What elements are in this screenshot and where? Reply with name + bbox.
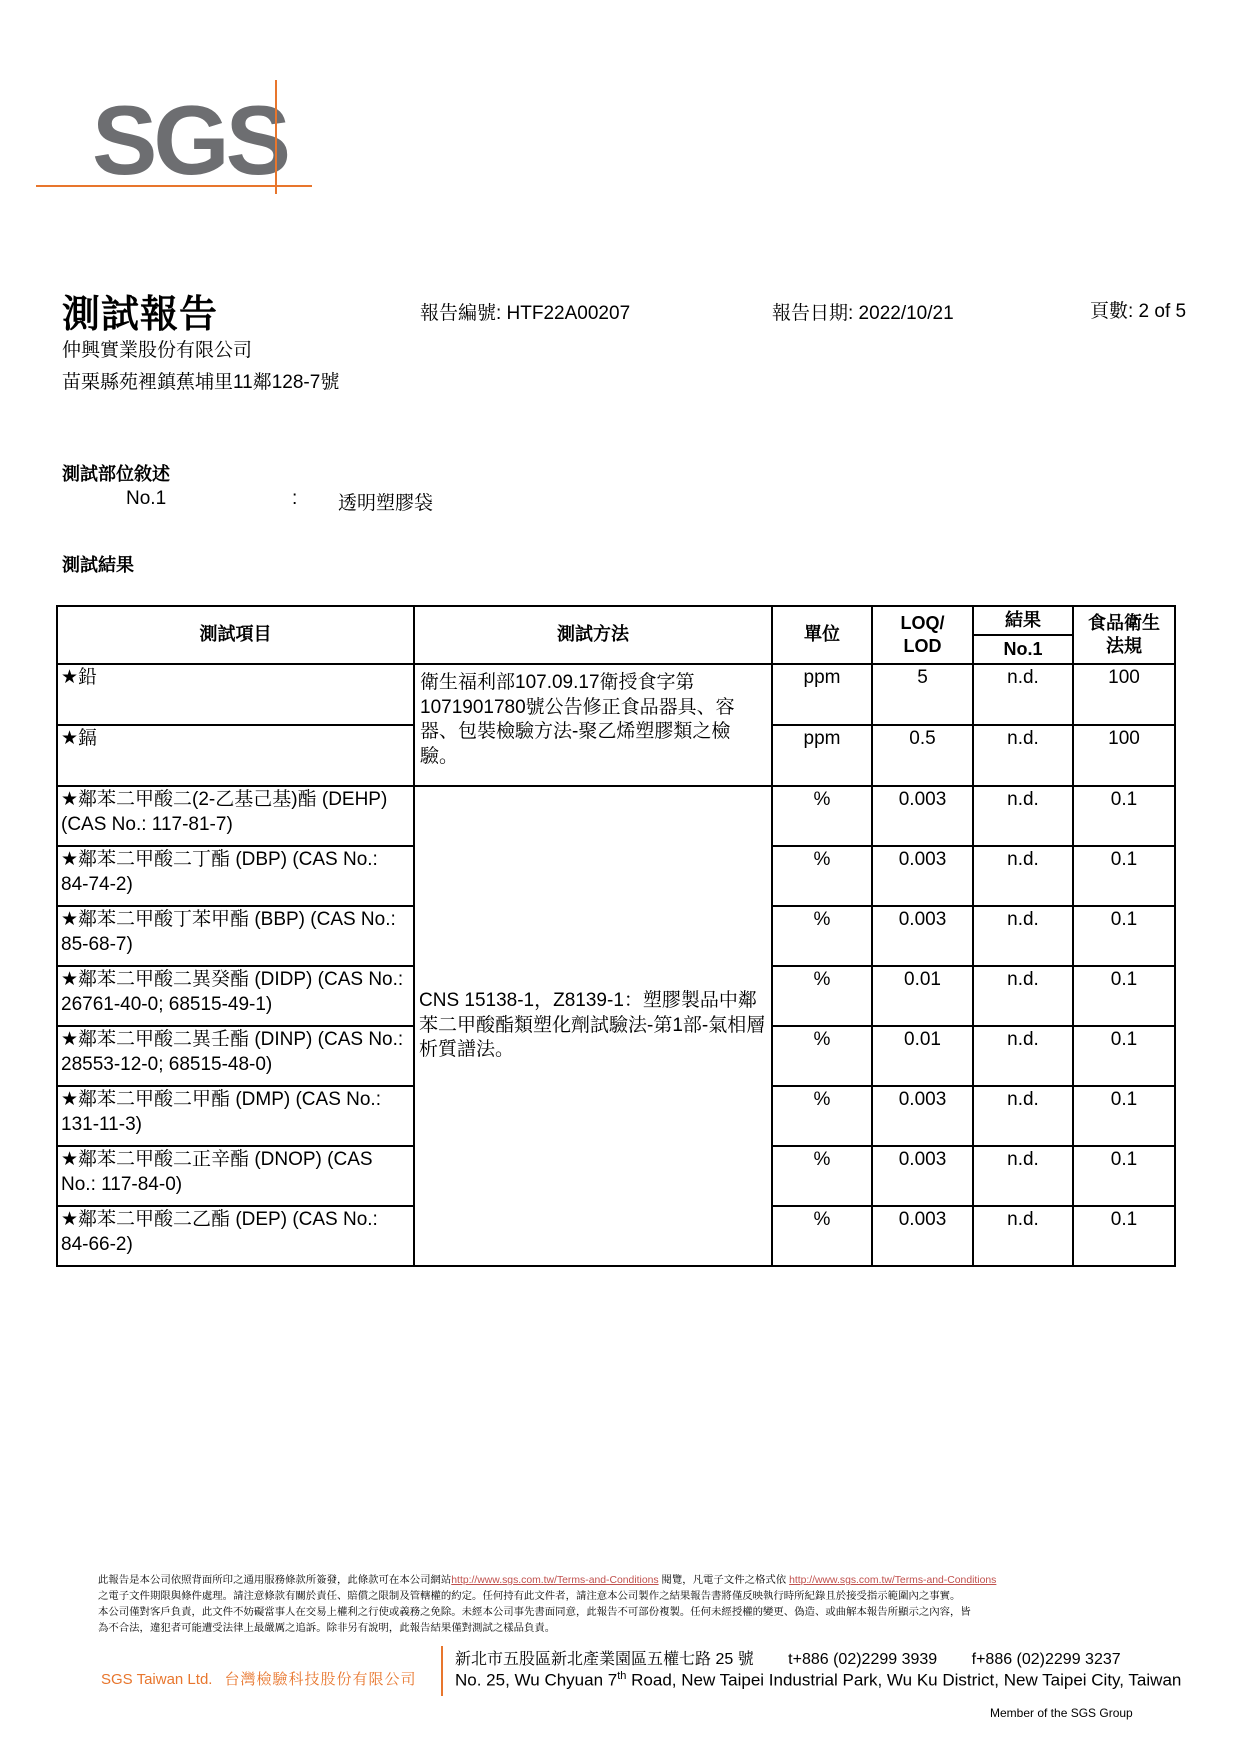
limit: 0.1 (1073, 1026, 1175, 1086)
header-limit: 食品衛生 法規 (1073, 606, 1175, 664)
footer-disclaimer (98, 1573, 1138, 1637)
test-method: 衛生福利部107.09.17衛授食字第1071901780號公告修正食品器具、容器、包裝檢驗方法-聚乙烯塑膠類之檢驗。 (414, 664, 772, 786)
company-name-en: SGS Taiwan Ltd. (101, 1671, 213, 1688)
test-item: ★鄰苯二甲酸二(2-乙基己基)酯 (DEHP) (CAS No.: 117-81-7) (57, 786, 414, 846)
table-row (57, 664, 1175, 725)
result: n.d. (973, 664, 1073, 725)
company-name: 仲興實業股份有限公司 (62, 340, 253, 361)
address-en-sup: th (617, 1670, 627, 1682)
limit: 100 (1073, 664, 1175, 725)
unit: % (772, 1026, 872, 1086)
loq: 0.01 (872, 1026, 973, 1086)
test-item: ★鄰苯二甲酸二甲酯 (DMP) (CAS No.: 131-11-3) (57, 1086, 414, 1146)
table-row (57, 786, 1175, 846)
loq: 0.003 (872, 786, 973, 846)
fax: f+886 (02)2299 3237 (971, 1651, 1121, 1668)
result: n.d. (973, 906, 1073, 966)
test-method: CNS 15138-1，Z8139-1：塑膠製品中鄰苯二甲酸酯類塑化劑試驗法-第1部-氣相層析質譜法。 (414, 786, 772, 1266)
footer-divider (441, 1646, 443, 1696)
result: n.d. (973, 966, 1073, 1026)
limit: 0.1 (1073, 786, 1175, 846)
loq: 0.01 (872, 966, 973, 1026)
svg-text:SGS: SGS (92, 85, 287, 195)
sample-description: 透明塑膠袋 (338, 493, 434, 514)
loq: 0.5 (872, 725, 973, 786)
unit: ppm (772, 725, 872, 786)
disclaimer-text: 此報告是本公司依照背面所印之通用服務條款所簽發，此條款可在本公司網站 (98, 1575, 452, 1586)
limit: 0.1 (1073, 1206, 1175, 1266)
loq: 0.003 (872, 1086, 973, 1146)
member-of-sgs: Member of the SGS Group (990, 1706, 1133, 1720)
result: n.d. (973, 1206, 1073, 1266)
address-zh: 新北市五股區新北產業園區五權七路 25 號 (455, 1651, 754, 1668)
report-date: 報告日期: 2022/10/21 (772, 303, 954, 324)
unit: % (772, 906, 872, 966)
terms-link[interactable]: http://www.sgs.com.tw/Terms-and-Conditions (451, 1575, 659, 1586)
test-item: ★鄰苯二甲酸二乙酯 (DEP) (CAS No.: 84-66-2) (57, 1206, 414, 1266)
result: n.d. (973, 1086, 1073, 1146)
header-result: 結果 (973, 606, 1073, 635)
loq: 5 (872, 664, 973, 725)
loq: 0.003 (872, 846, 973, 906)
result: n.d. (973, 1026, 1073, 1086)
disclaimer-line: 之電子文件期限與條件處理。請注意條款有關於責任、賠償之限制及管轄權的約定。任何持有此文件者，請注意本公司製作之結果報告書將僅反映執行時所紀錄且於接受指示範圍內之事實。 (98, 1591, 961, 1602)
disclaimer-text: 閱覽，凡電子文件之格式依 (658, 1575, 787, 1586)
results-table (56, 605, 1176, 1267)
test-item: ★鉛 (57, 664, 414, 725)
disclaimer-line: 本公司僅對客戶負責，此文件不妨礙當事人在交易上權利之行使或義務之免除。未經本公司事先書面同意，此報告不可部份複製。任何未經授權的變更、偽造、或曲解本報告所顯示之內容，皆 (98, 1607, 971, 1618)
sample-id: No.1 (126, 488, 167, 509)
unit: % (772, 966, 872, 1026)
limit: 0.1 (1073, 1146, 1175, 1206)
address-en-part: Road, New Taipei Industrial Park, Wu Ku District, New Taipei City, Taiwan (626, 1670, 1182, 1690)
unit: % (772, 1086, 872, 1146)
unit: % (772, 1206, 872, 1266)
company-address: 苗栗縣苑裡鎮蕉埔里11鄰128-7號 (62, 372, 340, 393)
header-no1: No.1 (973, 635, 1073, 664)
loq: 0.003 (872, 1146, 973, 1206)
report-title: 測試報告 (62, 294, 219, 336)
disclaimer-line: 為不合法，違犯者可能遭受法律上最嚴厲之追訴。除非另有說明，此報告結果僅對測試之樣品負責。 (98, 1623, 556, 1634)
unit: % (772, 846, 872, 906)
unit: % (772, 786, 872, 846)
sample-section-title: 測試部位敘述 (62, 464, 170, 484)
limit: 0.1 (1073, 966, 1175, 1026)
header-item: 測試項目 (57, 606, 414, 664)
page-number: 頁數: 2 of 5 (1090, 301, 1187, 322)
header-unit: 單位 (772, 606, 872, 664)
terms-link[interactable]: http://www.sgs.com.tw/Terms-and-Conditions (789, 1575, 997, 1586)
footer-contact (455, 1646, 1121, 1669)
test-item: ★鄰苯二甲酸二正辛酯 (DNOP) (CAS No.: 117-84-0) (57, 1146, 414, 1206)
report-number: 報告編號: HTF22A00207 (420, 303, 631, 324)
address-en (455, 1670, 1181, 1691)
address-en-part: No. 25, Wu Chyuan 7 (455, 1670, 618, 1690)
limit: 0.1 (1073, 846, 1175, 906)
unit: % (772, 1146, 872, 1206)
test-item: ★鄰苯二甲酸二異癸酯 (DIDP) (CAS No.: 26761-40-0; 68515-49-1) (57, 966, 414, 1026)
result: n.d. (973, 725, 1073, 786)
header-loq: LOQ/ LOD (872, 606, 973, 664)
loq: 0.003 (872, 1206, 973, 1266)
footer-company (101, 1668, 416, 1689)
test-item: ★鎘 (57, 725, 414, 786)
header-method: 測試方法 (414, 606, 772, 664)
result: n.d. (973, 846, 1073, 906)
sample-colon: : (292, 488, 298, 509)
phone: t+886 (02)2299 3939 (788, 1651, 938, 1668)
limit: 100 (1073, 725, 1175, 786)
sgs-logo (36, 70, 326, 200)
limit: 0.1 (1073, 906, 1175, 966)
result: n.d. (973, 786, 1073, 846)
company-name-zh: 台灣檢驗科技股份有限公司 (224, 1671, 417, 1688)
unit: ppm (772, 664, 872, 725)
result: n.d. (973, 1146, 1073, 1206)
test-item: ★鄰苯二甲酸二丁酯 (DBP) (CAS No.: 84-74-2) (57, 846, 414, 906)
limit: 0.1 (1073, 1086, 1175, 1146)
disclaimer-line (98, 1573, 1138, 1589)
results-section-title: 測試結果 (62, 555, 134, 575)
loq: 0.003 (872, 906, 973, 966)
test-item: ★鄰苯二甲酸二異壬酯 (DINP) (CAS No.: 28553-12-0; 68515-48-0) (57, 1026, 414, 1086)
test-item: ★鄰苯二甲酸丁苯甲酯 (BBP) (CAS No.: 85-68-7) (57, 906, 414, 966)
